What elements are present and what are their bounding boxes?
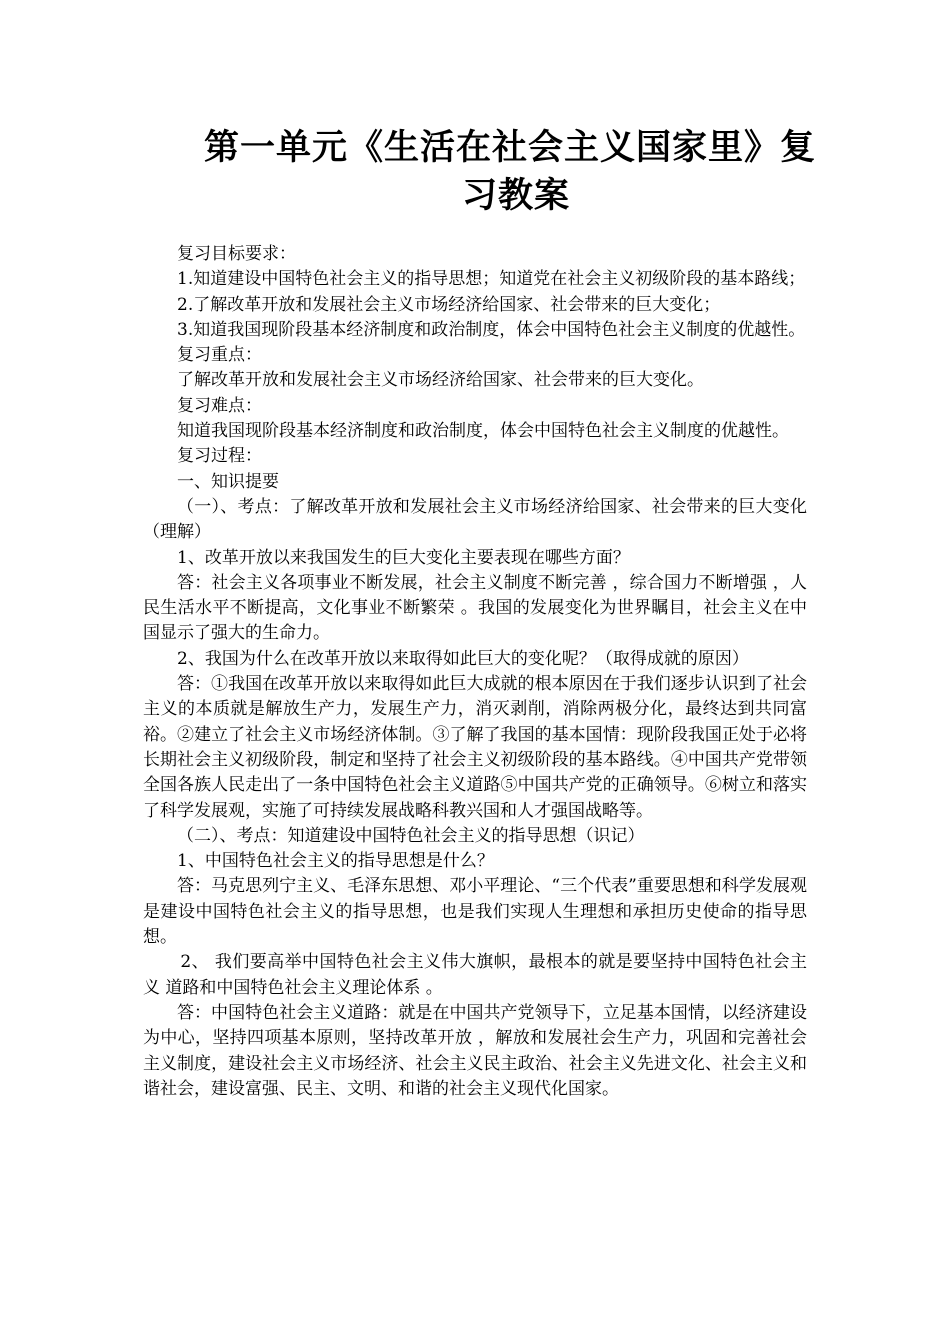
review-focus-text: 了解改革开放和发展社会主义市场经济给国家、社会带来的巨大变化。 <box>177 370 704 391</box>
answer-2-1: 答：马克思列宁主义、毛泽东思想、邓小平理论、“三个代表”重要思想和科学发展观是建设中国特色社会主义的指导思想，也是我们实现人生理想和承担历史使命的指导思想。 <box>143 876 807 948</box>
title-line-1: 第一单元《生活在社会主义国家里》复 <box>203 128 816 168</box>
goal-1: 1.知道建设中国特色社会主义的指导思想；知道党在社会主义初级阶段的基本路线； <box>177 269 806 290</box>
review-difficulty-text: 知道我国现阶段基本经济制度和政治制度，体会中国特色社会主义制度的优越性。 <box>177 421 789 442</box>
review-difficulty-heading: 复习难点： <box>177 395 262 416</box>
goal-3: 3.知道我国现阶段基本经济制度和政治制度，体会中国特色社会主义制度的优越性。 <box>177 319 806 340</box>
review-process-heading: 复习过程： <box>177 446 262 467</box>
goal-2: 2.了解改革开放和发展社会主义市场经济给国家、社会带来的巨大变化； <box>177 294 721 315</box>
question-1-2: 2、我国为什么在改革开放以来取得如此巨大的变化呢？（取得成就的原因） <box>177 648 749 669</box>
section-knowledge-summary: 一、知识提要 <box>177 471 279 492</box>
question-2-2: 2、 我们要高举中国特色社会主义伟大旗帜，最根本的就是要坚持中国特色社会主义 道路和中国特色社会主义理论体系 。 <box>143 952 807 998</box>
question-1-1: 1、改革开放以来我国发生的巨大变化主要表现在哪些方面？ <box>177 547 630 568</box>
exam-point-2: （二）、考点：知道建设中国特色社会主义的指导思想（识记） <box>177 825 645 846</box>
exam-point-1: （一）、考点：了解改革开放和发展社会主义市场经济给国家、社会带来的巨大变化（理解） <box>143 496 807 543</box>
question-2-1: 1、中国特色社会主义的指导思想是什么？ <box>177 851 494 872</box>
review-goals-heading: 复习目标要求： <box>177 244 296 264</box>
answer-1-2: 答：①我国在改革开放以来取得如此巨大成就的根本原因在于我们逐步认识到了社会主义的本质就是解放生产力，发展生产力，消灭剥削，消除两极分化，最终达到共同富裕。②建立了社会主义市场经济体制。③了解了我国的基本国情：现阶段我国正处于必将长期社会主义初级阶段，制定和坚持了社会主义初级阶段的基本路线。④中国共产党带领全国各族人民走出了一条中国特色社会主义道路⑤中国共产党的正确领导。⑥树立和落实了科学发展观，实施了可持续发展战略科教兴国和人才强国战略等。 <box>143 674 807 821</box>
answer-2-2: 答：中国特色社会主义道路：就是在中国共产党领导下，立足基本国情，以经济建设为中心，坚持四项基本原则，坚持改革开放 ，解放和发展社会生产力，巩固和完善社会主义制度，建设社会主义市场经济、社会主义民主政治、社会主义先进文化、社会主义和谐社会，建设富强、民主、文明、和谐的社会主义现代化国家。 <box>143 1002 807 1099</box>
review-focus-heading: 复习重点： <box>177 345 262 366</box>
document-title <box>140 124 880 220</box>
document-body <box>143 242 807 1102</box>
answer-1-1: 答：社会主义各项事业不断发展，社会主义制度不断完善 ，综合国力不断增强 ，人民生活水平不断提高，文化事业不断繁荣 。我国的发展变化为世界瞩目，社会主义在中国显示了强大的生命力。 <box>143 572 807 644</box>
title-line-2: 习教案 <box>461 176 570 216</box>
